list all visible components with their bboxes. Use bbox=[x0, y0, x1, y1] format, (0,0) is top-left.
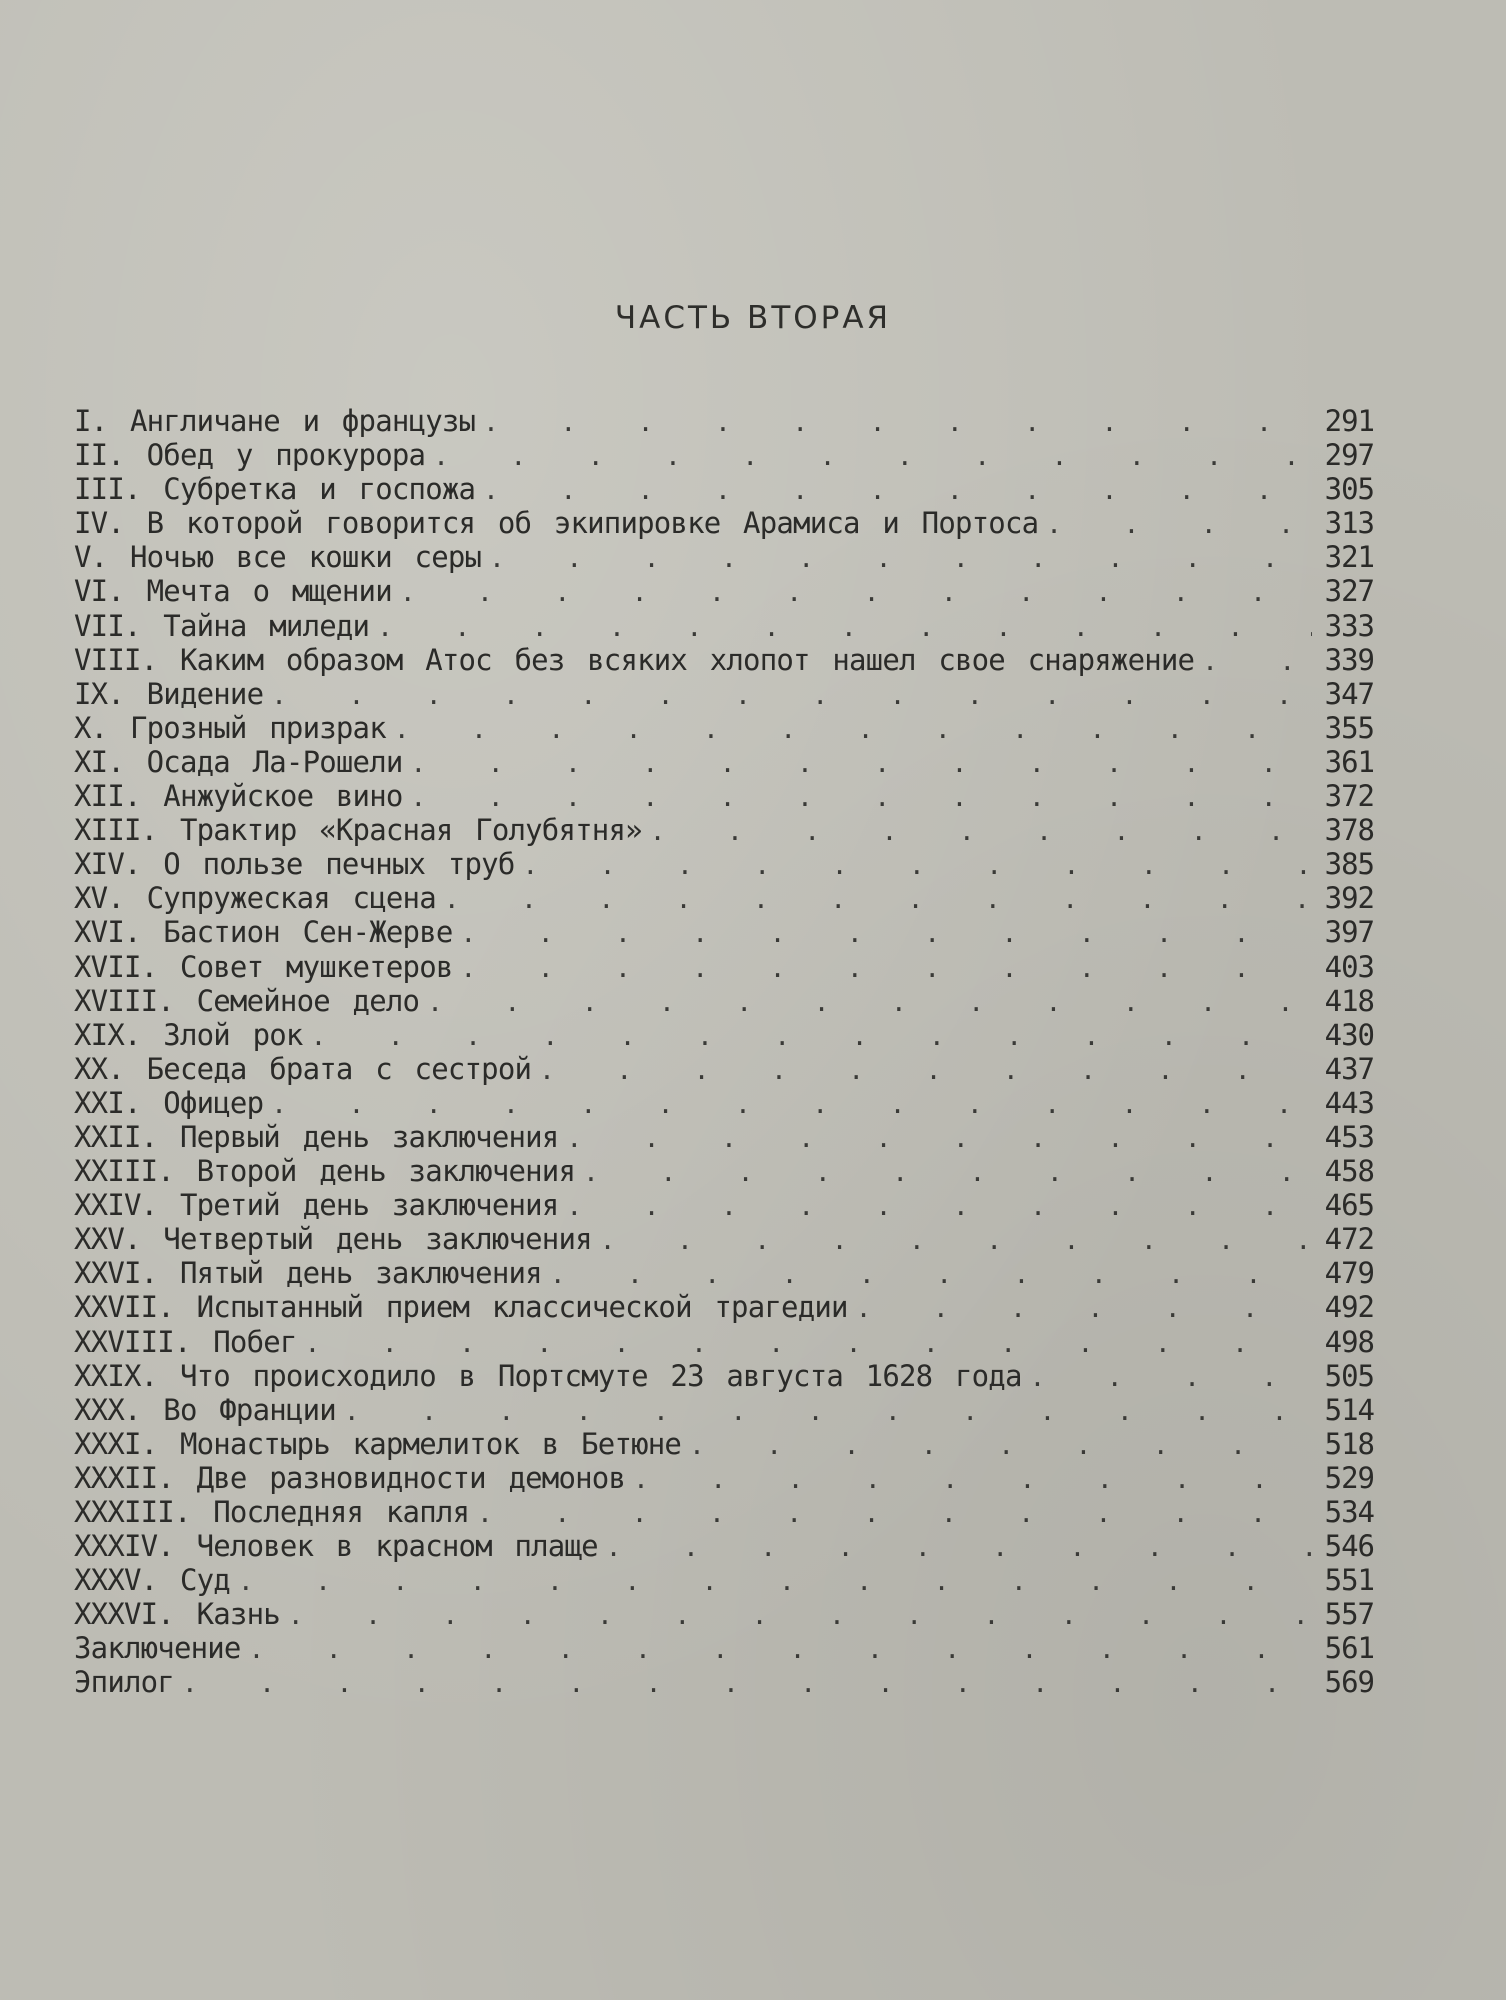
toc-entry-page: 534 bbox=[1324, 1495, 1374, 1529]
dot-leader bbox=[550, 1258, 1312, 1290]
dot-leader bbox=[411, 781, 1312, 813]
toc-entry-page: 418 bbox=[1324, 983, 1374, 1018]
toc-entry bbox=[74, 574, 1374, 608]
toc-entry-title: XXXIII. Последняя капля bbox=[74, 1495, 470, 1529]
dot-leader bbox=[483, 474, 1312, 506]
toc-entry-title: XIX. Злой рок bbox=[74, 1017, 303, 1052]
dot-leader bbox=[1030, 1361, 1312, 1393]
toc-entry-title: XVIII. Семейное дело bbox=[74, 983, 420, 1018]
toc-entry-page: 361 bbox=[1324, 744, 1374, 779]
toc-entry-page: 313 bbox=[1324, 506, 1374, 541]
toc-entry-title: XXVI. Пятый день заключения bbox=[74, 1256, 542, 1291]
toc-entry bbox=[74, 1597, 1374, 1631]
toc-entry-title: III. Субретка и госпожа bbox=[74, 472, 476, 507]
toc-entry-title: XXXVI. Казнь bbox=[74, 1597, 280, 1632]
toc-entry bbox=[74, 540, 1374, 574]
toc-entry-title: Эпилог bbox=[74, 1665, 174, 1700]
toc-entry-title: II. Обед у прокурора bbox=[74, 438, 426, 473]
toc-entry-page: 551 bbox=[1324, 1563, 1374, 1598]
toc-entry bbox=[74, 1359, 1374, 1393]
dot-leader bbox=[377, 611, 1312, 643]
toc-entry-page: 518 bbox=[1324, 1426, 1374, 1461]
toc-entry-page: 403 bbox=[1324, 949, 1374, 984]
dot-leader bbox=[689, 1429, 1312, 1461]
toc-entry bbox=[74, 1188, 1374, 1222]
toc-entry-page: 569 bbox=[1324, 1665, 1374, 1700]
dot-leader bbox=[1046, 508, 1312, 540]
toc-entry bbox=[74, 745, 1374, 779]
dot-leader bbox=[461, 952, 1312, 984]
toc-entry-title: XIV. О пользе печных труб bbox=[74, 847, 515, 882]
toc-entry-title: VI. Мечта о мщении bbox=[74, 574, 392, 609]
dot-leader bbox=[427, 986, 1312, 1018]
toc-entry bbox=[74, 677, 1374, 711]
dot-leader bbox=[600, 1224, 1312, 1256]
toc-entry bbox=[74, 1018, 1374, 1052]
dot-leader bbox=[539, 1054, 1312, 1086]
toc-entry bbox=[74, 1665, 1374, 1699]
toc-entry-page: 561 bbox=[1324, 1631, 1374, 1666]
toc-entry-page: 372 bbox=[1324, 779, 1374, 814]
dot-leader bbox=[483, 406, 1312, 438]
dot-leader bbox=[288, 1599, 1312, 1631]
toc-entry-page: 339 bbox=[1324, 642, 1374, 677]
toc-entry-title: XXIX. Что происходило в Портсмуте 23 августа 1628 года bbox=[74, 1358, 1022, 1393]
toc-entry-page: 514 bbox=[1324, 1392, 1374, 1427]
toc-entry-page: 321 bbox=[1324, 540, 1374, 575]
part-title: ЧАСТЬ ВТОРАЯ bbox=[614, 300, 892, 336]
toc-entry-page: 385 bbox=[1324, 847, 1374, 882]
toc-entry-title: XXV. Четвертый день заключения bbox=[74, 1222, 592, 1257]
toc-entry-page: 378 bbox=[1324, 813, 1374, 848]
toc-entry-title: XXXV. Суд bbox=[74, 1563, 230, 1598]
dot-leader bbox=[311, 1020, 1312, 1052]
dot-leader bbox=[305, 1327, 1312, 1359]
toc-entry bbox=[74, 1427, 1374, 1461]
toc-entry-title: XXXIV. Человек в красном плаще bbox=[74, 1529, 598, 1564]
toc-entry bbox=[74, 1120, 1374, 1154]
toc-entry-title: XX. Беседа брата с сестрой bbox=[74, 1051, 532, 1086]
toc-entry bbox=[74, 643, 1374, 677]
dot-leader bbox=[433, 440, 1312, 472]
toc-entry-page: 529 bbox=[1324, 1460, 1374, 1495]
toc-entry bbox=[74, 1631, 1374, 1665]
toc-entry-title: X. Грозный призрак bbox=[74, 710, 386, 745]
toc-entry bbox=[74, 1222, 1374, 1256]
dot-leader bbox=[394, 713, 1312, 745]
toc-entry-title: XVI. Бастион Сен-Жерве bbox=[74, 915, 453, 950]
toc-entry bbox=[74, 847, 1374, 881]
toc-entry-title: XXX. Во Франции bbox=[74, 1392, 336, 1427]
dot-leader bbox=[344, 1395, 1312, 1427]
dot-leader bbox=[444, 883, 1312, 915]
toc-entry bbox=[74, 1086, 1374, 1120]
toc-entry bbox=[74, 1325, 1374, 1359]
dot-leader bbox=[271, 679, 1312, 711]
dot-leader bbox=[249, 1633, 1312, 1665]
dot-leader bbox=[411, 747, 1312, 779]
toc-entry-page: 355 bbox=[1324, 710, 1374, 745]
toc-entry-page: 347 bbox=[1324, 676, 1374, 711]
toc-entry-page: 392 bbox=[1324, 881, 1374, 916]
dot-leader bbox=[856, 1292, 1312, 1324]
toc-entry-page: 327 bbox=[1324, 574, 1374, 609]
toc-entry-title: XXII. Первый день заключения bbox=[74, 1119, 559, 1154]
toc-entry-title: IX. Видение bbox=[74, 676, 264, 711]
toc-entry bbox=[74, 472, 1374, 506]
dot-leader bbox=[606, 1531, 1312, 1563]
toc-entry bbox=[74, 1461, 1374, 1495]
dot-leader bbox=[523, 849, 1313, 881]
toc-entry-page: 453 bbox=[1324, 1119, 1374, 1154]
toc-entry-page: 297 bbox=[1324, 438, 1374, 473]
toc-entry-title: XI. Осада Ла-Рошели bbox=[74, 744, 403, 779]
toc-entry bbox=[74, 779, 1374, 813]
toc-entry-page: 291 bbox=[1324, 404, 1374, 438]
toc-entry bbox=[74, 438, 1374, 472]
toc-entry bbox=[74, 1052, 1374, 1086]
toc-entry bbox=[74, 1529, 1374, 1563]
dot-leader bbox=[489, 542, 1312, 574]
toc-entry-title: VII. Тайна миледи bbox=[74, 608, 370, 643]
dot-leader bbox=[238, 1565, 1312, 1597]
toc-entry-page: 443 bbox=[1324, 1085, 1374, 1120]
dot-leader bbox=[1202, 645, 1312, 677]
toc-entry-page: 397 bbox=[1324, 915, 1374, 950]
toc-entry bbox=[74, 1563, 1374, 1597]
toc-entry-page: 305 bbox=[1324, 472, 1374, 507]
toc-entry-title: XXI. Офицер bbox=[74, 1085, 264, 1120]
toc-entry-title: I. Англичане и французы bbox=[74, 404, 476, 438]
toc-entry-title: XXXII. Две разновидности демонов bbox=[74, 1460, 626, 1495]
toc-entry-page: 333 bbox=[1324, 608, 1374, 643]
dot-leader bbox=[650, 815, 1312, 847]
toc-entry-title: XXXI. Монастырь кармелиток в Бетюне bbox=[74, 1426, 682, 1461]
toc-entry bbox=[74, 1290, 1374, 1324]
toc-entry bbox=[74, 1256, 1374, 1290]
toc-entry-title: XXIII. Второй день заключения bbox=[74, 1154, 576, 1189]
toc-entry bbox=[74, 984, 1374, 1018]
toc-entry-title: XXVIII. Побег bbox=[74, 1324, 297, 1359]
toc-entry bbox=[74, 915, 1374, 949]
toc-entry bbox=[74, 711, 1374, 745]
toc-entry-title: XXVII. Испытанный прием классической трагедии bbox=[74, 1290, 848, 1325]
dot-leader bbox=[400, 576, 1312, 608]
toc-entry-title: XV. Супружеская сцена bbox=[74, 881, 436, 916]
toc-entry-title: Заключение bbox=[74, 1631, 241, 1666]
toc-entry-title: V. Ночью все кошки серы bbox=[74, 540, 482, 575]
toc-entry bbox=[74, 506, 1374, 540]
toc-entry bbox=[74, 881, 1374, 915]
table-of-contents bbox=[74, 404, 1374, 1700]
toc-entry-title: XII. Анжуйское вино bbox=[74, 779, 403, 814]
toc-entry bbox=[74, 609, 1374, 643]
toc-entry-page: 437 bbox=[1324, 1051, 1374, 1086]
toc-entry-page: 557 bbox=[1324, 1597, 1374, 1632]
toc-entry-title: XIII. Трактир «Красная Голубятня» bbox=[74, 813, 642, 848]
dot-leader bbox=[461, 917, 1312, 949]
dot-leader bbox=[633, 1463, 1312, 1495]
toc-entry-page: 458 bbox=[1324, 1154, 1374, 1189]
toc-entry-page: 492 bbox=[1324, 1290, 1374, 1325]
dot-leader bbox=[182, 1667, 1312, 1699]
toc-entry-title: VIII. Каким образом Атос без всяких хлопот нашел свое снаряжение bbox=[74, 642, 1195, 677]
toc-entry bbox=[74, 1154, 1374, 1188]
toc-entry-page: 505 bbox=[1324, 1358, 1374, 1393]
toc-entry-title: XVII. Совет мушкетеров bbox=[74, 949, 453, 984]
toc-entry-title: IV. В которой говорится об экипировке Арамиса и Портоса bbox=[74, 506, 1039, 541]
toc-entry-page: 430 bbox=[1324, 1017, 1374, 1052]
toc-entry-page: 498 bbox=[1324, 1324, 1374, 1359]
dot-leader bbox=[583, 1156, 1312, 1188]
dot-leader bbox=[566, 1190, 1312, 1222]
toc-entry bbox=[74, 950, 1374, 984]
toc-entry bbox=[74, 813, 1374, 847]
dot-leader bbox=[477, 1497, 1312, 1529]
toc-entry-title: XXIV. Третий день заключения bbox=[74, 1188, 559, 1223]
dot-leader bbox=[566, 1122, 1312, 1154]
toc-entry bbox=[74, 1393, 1374, 1427]
toc-entry bbox=[74, 1495, 1374, 1529]
toc-entry bbox=[74, 404, 1374, 438]
toc-entry-page: 479 bbox=[1324, 1256, 1374, 1291]
toc-entry-page: 472 bbox=[1324, 1222, 1374, 1257]
toc-entry-page: 465 bbox=[1324, 1188, 1374, 1223]
dot-leader bbox=[271, 1088, 1312, 1120]
toc-entry-page: 546 bbox=[1324, 1529, 1374, 1564]
